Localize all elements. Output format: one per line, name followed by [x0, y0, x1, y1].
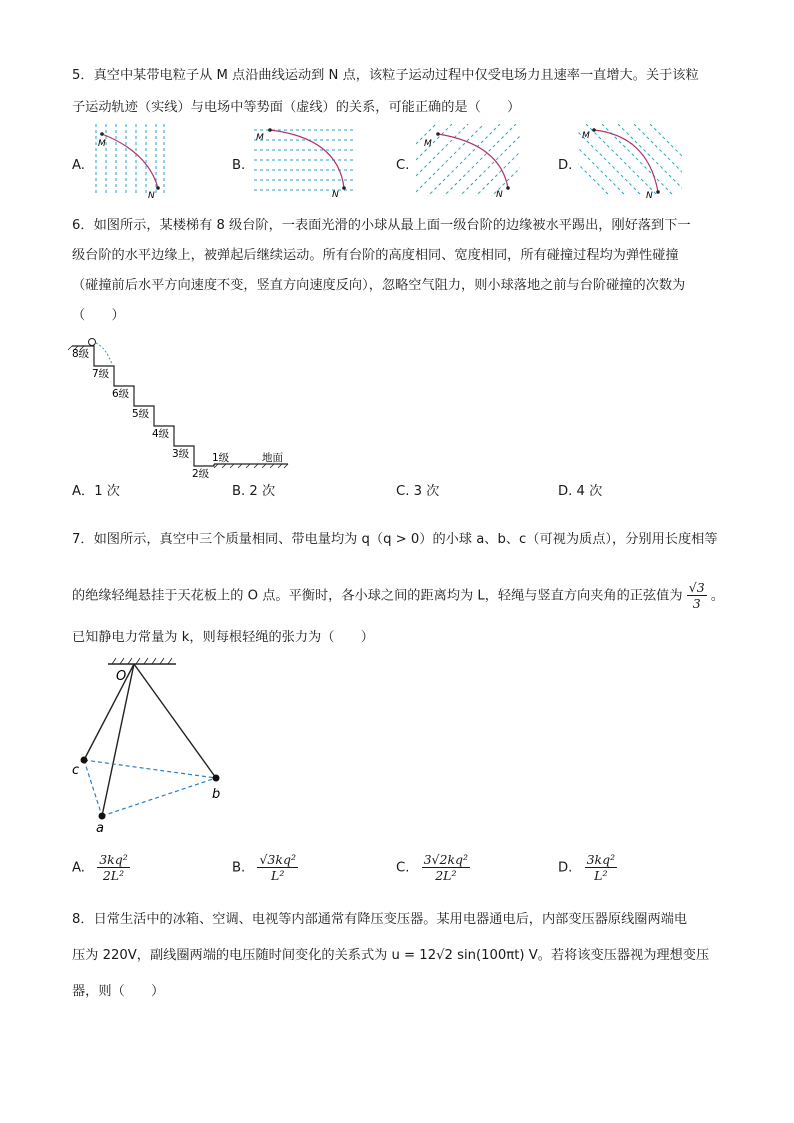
q5-a-label-n: N [148, 191, 155, 201]
q7-option-d[interactable] [558, 852, 617, 883]
label-a: a [96, 821, 104, 836]
q7-option-c-num: 3√2kq² [423, 852, 469, 867]
q7-option-d-num: 3kq² [586, 852, 616, 867]
q7-option-a-num: 3kq² [99, 852, 128, 867]
q7-sine-fraction [687, 580, 707, 611]
q7-option-a-letter: A. [72, 860, 85, 876]
q5-a-label-m: M [98, 139, 106, 149]
q6-stem-line-4: （ ） [72, 308, 125, 323]
label-o: O [116, 669, 127, 684]
q5-d-label-n: N [646, 191, 653, 201]
q7-option-b-letter: B. [232, 860, 246, 876]
q7-option-c-letter: C. [396, 860, 410, 876]
q6-option-a[interactable]: A．1 次 [72, 484, 120, 499]
q5-option-a[interactable]: A. [72, 158, 85, 173]
q5-figure-c [416, 124, 520, 198]
q6-stem-line-3: （碰撞前后水平方向速度不变，竖直方向速度反向），忽略空气阻力，则小球落地之前与台阶碰撞的次数为 [72, 278, 686, 293]
q7-stem-line-2-end: 。 [710, 588, 725, 604]
q6-staircase-figure [66, 334, 306, 480]
q7-option-a-fraction [97, 852, 130, 883]
q7-sine-denominator: 3 [692, 596, 701, 611]
q8-stem-line-1: 8．日常生活中的冰箱、空调、电视等内部通常有降压变压器。某用电器通电后，内部变压器原线圈两端电 [72, 912, 688, 927]
step-label-7: 7级 [92, 368, 110, 380]
q7-sine-numerator: √3 [688, 580, 705, 595]
q6-stem-line-1: 6．如图所示，某楼梯有 8 级台阶，一表面光滑的小球从最上面一级台阶的边缘被水平踢出，刚好落到下一 [72, 218, 691, 233]
step-label-3: 3级 [172, 448, 190, 460]
q7-option-d-letter: D. [558, 860, 573, 876]
step-label-4: 4级 [152, 428, 170, 440]
step-label-5: 5级 [132, 408, 150, 420]
q7-option-d-fraction [585, 852, 618, 883]
q5-c-label-n: N [496, 190, 503, 200]
q5-c-label-m: M [424, 139, 432, 149]
q7-option-d-den: L² [594, 868, 608, 883]
step-label-2: 2级 [192, 468, 210, 480]
q5-option-b[interactable]: B. [232, 158, 246, 173]
q5-figure-d [578, 124, 682, 201]
q7-option-b-fraction [257, 852, 298, 883]
q7-option-a-den: 2L² [102, 868, 125, 883]
q6-stem-line-2: 级台阶的水平边缘上，被弹起后继续运动。所有台阶的高度相同、宽度相同，所有碰撞过程均为弹性碰撞 [72, 248, 679, 263]
q5-figure-a [90, 124, 170, 201]
step-label-1: 1级 [212, 452, 230, 464]
q7-stem-line-2-text: 的绝缘轻绳悬挂于天花板上的 O 点。平衡时，各小球之间的距离均为 L，轻绳与竖直方向夹角的正弦值为 [72, 588, 683, 604]
q8-stem-line-2: 压为 220V，副线圈两端的电压随时间变化的关系式为 u = 12√2 sin(100πt) V。若将该变压器视为理想变压 [72, 948, 710, 963]
q5-stem-line-1: 5．真空中某带电粒子从 M 点沿曲线运动到 N 点，该粒子运动过程中仅受电场力且速率一直增大。关于该粒 [72, 68, 699, 83]
label-c: c [72, 763, 80, 778]
q6-option-b[interactable]: B. 2 次 [232, 484, 276, 499]
step-label-6: 6级 [112, 388, 130, 400]
q8-stem-line-3: 器，则（ ） [72, 984, 165, 999]
q5-option-d[interactable]: D. [558, 158, 573, 173]
q5-d-label-m: M [582, 131, 590, 141]
label-b: b [212, 787, 221, 802]
q7-stem-line-3: 已知静电力常量为 k，则每根轻绳的张力为（ ） [72, 630, 374, 645]
q5-b-label-m: M [256, 133, 264, 143]
q7-stem-line-1: 7．如图所示，真空中三个质量相同、带电量均为 q（q > 0）的小球 a、b、c（可视为质点），分别用长度相等 [72, 532, 718, 547]
q7-option-b-den: L² [271, 868, 285, 883]
q7-option-b-num: √3kq² [259, 852, 296, 867]
ground-label: 地面 [262, 452, 283, 464]
q7-option-b[interactable] [232, 852, 298, 883]
q6-option-d[interactable]: D. 4 次 [558, 484, 603, 499]
q5-stem-line-2: 子运动轨迹（实线）与电场中等势面（虚线）的关系，可能正确的是（ ） [72, 100, 521, 115]
q5-b-label-n: N [332, 190, 339, 200]
q7-stem-line-2 [72, 580, 724, 611]
q7-option-c-den: 2L² [435, 868, 457, 883]
step-label-8: 8级 [72, 348, 90, 360]
q7-option-a[interactable] [72, 852, 130, 883]
q7-option-c-fraction [422, 852, 470, 883]
q7-option-c[interactable] [396, 852, 470, 883]
q7-pendulum-figure [64, 656, 234, 836]
q5-figure-b [252, 124, 356, 198]
q5-option-c[interactable]: C. [396, 158, 410, 173]
q6-option-c[interactable]: C. 3 次 [396, 484, 440, 499]
